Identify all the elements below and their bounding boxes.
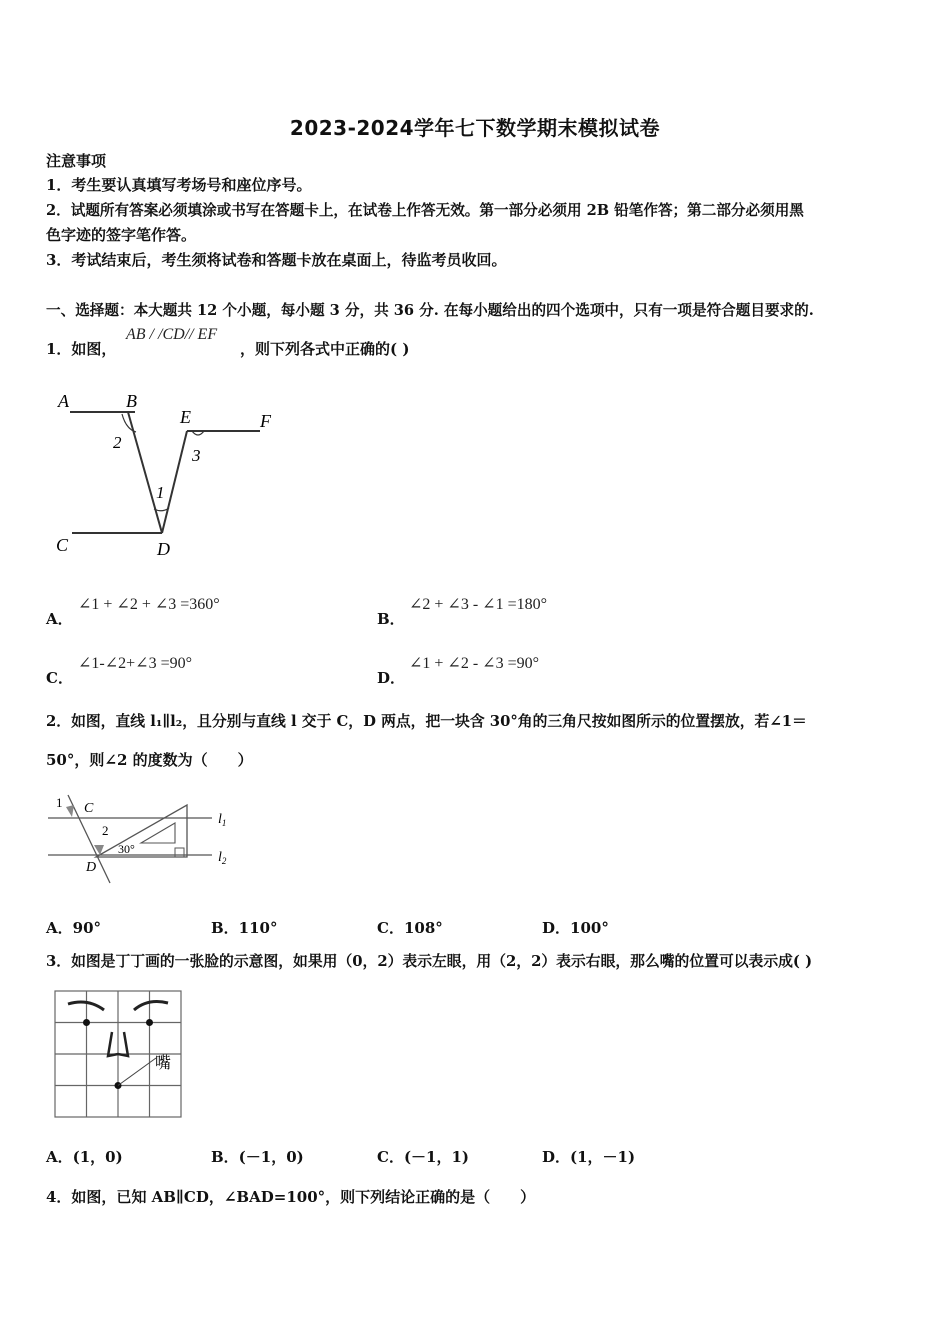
q1-label-B: B xyxy=(126,391,137,411)
q1-label-C: C xyxy=(56,535,69,555)
q1-angle-3: 3 xyxy=(192,446,201,465)
q1-label-E: E xyxy=(180,407,191,427)
q1-option-a-letter[interactable]: A． xyxy=(46,610,73,628)
notice-item-2: 2．试题所有答案必须填涂或书写在答题卡上，在试卷上作答无效。第一部分必须用 2B 铅笔作答；第二部分必须用黑 xyxy=(46,202,804,219)
q1-option-d-letter[interactable]: D． xyxy=(377,669,406,687)
q1-suffix: ，则下列各式中正确的( ) xyxy=(240,340,410,358)
q2-label-C: C xyxy=(84,801,94,816)
q3-option-d[interactable]: D．(1，－1) xyxy=(542,1148,636,1166)
q2-label-l2: $l_2$ xyxy=(218,850,227,866)
q2-angle-1: 1 xyxy=(56,795,63,810)
q1-label-A: A xyxy=(58,391,69,411)
notice-item-1: 1．考生要认真填写考场号和座位序号。 xyxy=(46,176,312,194)
q2-angle-30: 30° xyxy=(118,842,135,856)
q1-option-a-formula: ∠1 + ∠2 + ∠3 =360° xyxy=(78,596,220,613)
q1-option-d-formula: ∠1 + ∠2 - ∠3 =90° xyxy=(409,655,539,672)
q2-text-line-2: 50°，则∠2 的度数为（ ） xyxy=(46,751,253,769)
q3-option-a[interactable]: A．(1，0) xyxy=(46,1148,123,1166)
q3-option-c[interactable]: C．(－1，1) xyxy=(377,1148,470,1166)
section-heading: 一、选择题：本大题共 12 个小题，每小题 3 分，共 36 分. 在每小题给出的四个选项中，只有一项是符合题目要求的. xyxy=(46,302,814,319)
q1-formula: AB / /CD// EF xyxy=(126,326,218,343)
q1-figure xyxy=(50,385,290,565)
page-title: 2023-2024学年七下数学期末模拟试卷 xyxy=(289,116,661,140)
notice-item-3: 3．考试结束后，考生须将试卷和答题卡放在桌面上，待监考员收回。 xyxy=(46,251,507,269)
q2-option-b[interactable]: B．110° xyxy=(211,919,278,937)
q1-label-D: D xyxy=(157,539,170,559)
q2-option-c[interactable]: C．108° xyxy=(377,919,443,937)
q3-figure xyxy=(52,988,187,1120)
q2-option-a[interactable]: A．90° xyxy=(46,919,102,937)
q2-label-D: D xyxy=(86,860,97,875)
notice-item-2-cont: 色字迹的签字笔作答。 xyxy=(46,226,197,244)
q1-option-b-formula: ∠2 + ∠3 - ∠1 =180° xyxy=(409,596,547,613)
q2-text-line-1: 2．如图，直线 l₁∥l₂，且分别与直线 l 交于 C，D 两点，把一块含 30°角的三角尺按如图所示的位置摆放，若∠1＝ xyxy=(46,713,807,730)
q3-mouth-label: 嘴 xyxy=(155,1055,172,1072)
q1-label-F: F xyxy=(260,411,271,431)
q3-option-b[interactable]: B．(－1，0) xyxy=(211,1148,304,1166)
q1-prefix: 1．如图， xyxy=(46,340,117,358)
q1-option-c-letter[interactable]: C． xyxy=(46,669,73,687)
q4-text: 4．如图，已知 AB∥CD，∠BAD=100°，则下列结论正确的是（ ） xyxy=(46,1188,536,1206)
q1-option-b-letter[interactable]: B． xyxy=(377,610,405,628)
notice-heading: 注意事项 xyxy=(46,152,107,170)
q1-angle-2: 2 xyxy=(113,433,122,452)
q3-text: 3．如图是丁丁画的一张脸的示意图，如果用（0，2）表示左眼，用（2，2）表示右眼，那么嘴的位置可以表示成( ) xyxy=(46,953,813,970)
q2-angle-2: 2 xyxy=(102,823,109,838)
q2-figure xyxy=(44,785,244,885)
q2-label-l1: $l_1$ xyxy=(218,812,227,828)
q2-option-d[interactable]: D．100° xyxy=(542,919,609,937)
q1-option-c-formula: ∠1-∠2+∠3 =90° xyxy=(78,655,192,672)
q1-angle-1: 1 xyxy=(156,483,165,502)
